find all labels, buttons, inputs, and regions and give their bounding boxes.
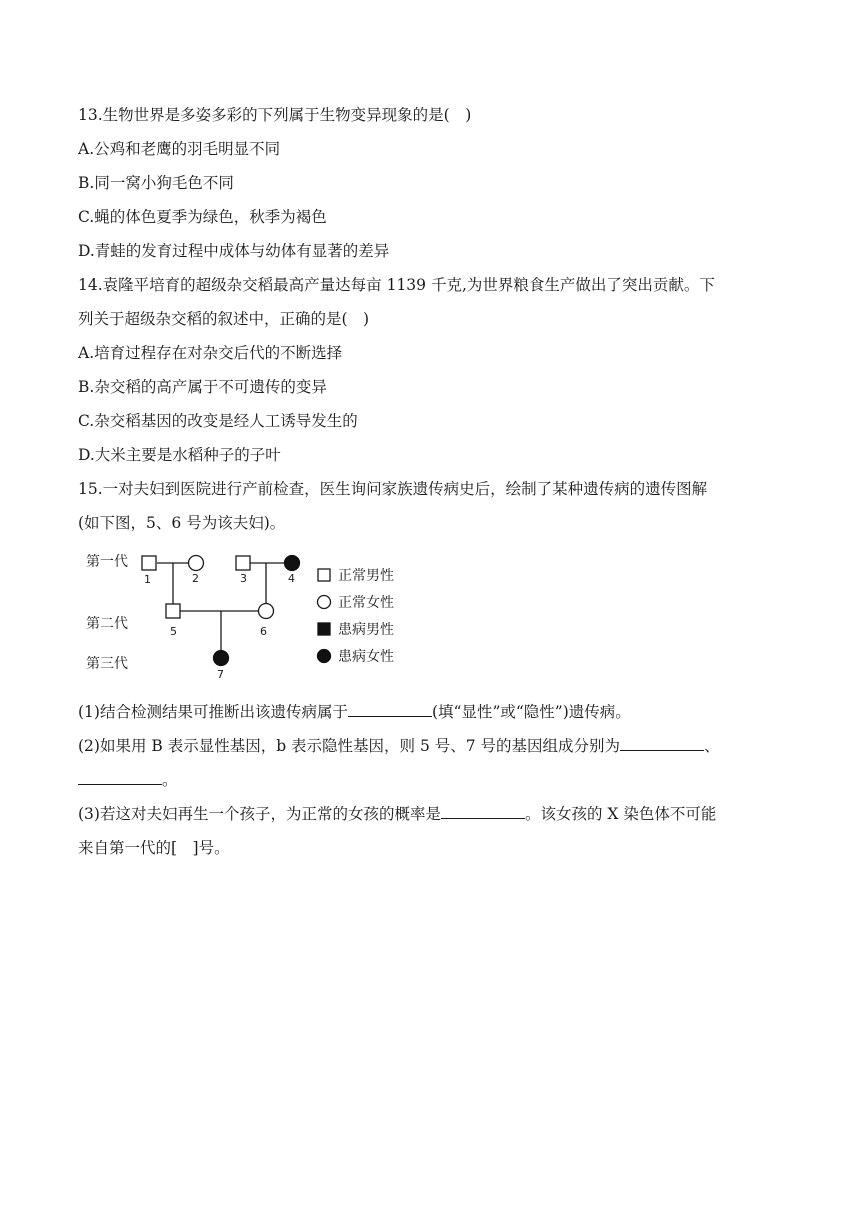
q15-sub3-text-before: (3)若这对夫妇再生一个孩子，为正常的女孩的概率是 bbox=[78, 805, 441, 823]
individual-7-label: 7 bbox=[217, 668, 224, 681]
generation-label-2: 第二代 bbox=[86, 616, 128, 632]
q14-option-a: A.培育过程存在对杂交后代的不断选择 bbox=[78, 344, 343, 362]
q15-sub2-text-before: (2)如果用 B 表示显性基因，b 表示隐性基因，则 5 号、7 号的基因组成分别为 bbox=[78, 737, 621, 755]
individual-6-label: 6 bbox=[260, 625, 267, 638]
q15-sub1 bbox=[78, 702, 631, 722]
legend-normal-male-icon bbox=[318, 569, 330, 581]
individual-6-normal-female bbox=[259, 604, 274, 619]
q15-sub1-text-after: (填“显性”或“隐性”)遗传病。 bbox=[431, 703, 631, 721]
legend-affected-female: 患病女性 bbox=[338, 649, 394, 665]
individual-7-affected-female bbox=[214, 651, 229, 666]
answer-blank-3[interactable] bbox=[78, 770, 162, 785]
q13-stem: 13.生物世界是多姿多彩的下列属于生物变异现象的是( ) bbox=[78, 106, 472, 124]
answer-blank-4[interactable] bbox=[441, 804, 525, 819]
legend-affected-male: 患病男性 bbox=[338, 622, 394, 638]
q15-sub3-line2: 来自第一代的[ ]号。 bbox=[78, 839, 230, 857]
individual-2-label: 2 bbox=[192, 572, 199, 585]
legend-affected-female-icon bbox=[318, 650, 331, 663]
q13-option-d: D.青蛙的发育过程中成体与幼体有显著的差异 bbox=[78, 242, 390, 260]
individual-4-label: 4 bbox=[288, 572, 295, 585]
individual-3-label: 3 bbox=[240, 572, 247, 585]
q15-sub2-end: 。 bbox=[162, 771, 178, 789]
q14-stem-line2: 列关于超级杂交稻的叙述中，正确的是( ) bbox=[78, 310, 370, 328]
q13-option-c: C.蝇的体色夏季为绿色，秋季为褐色 bbox=[78, 208, 327, 226]
q15-stem-line2: (如下图，5、6 号为该夫妇)。 bbox=[78, 514, 286, 532]
individual-5-normal-male bbox=[166, 604, 180, 618]
generation-label-3: 第三代 bbox=[86, 656, 128, 672]
q13-option-a: A.公鸡和老鹰的羽毛明显不同 bbox=[78, 140, 281, 158]
q14-option-d: D.大米主要是水稻种子的子叶 bbox=[78, 446, 281, 464]
individual-5-label: 5 bbox=[170, 625, 177, 638]
answer-blank-1[interactable] bbox=[348, 702, 432, 717]
generation-label-1: 第一代 bbox=[86, 554, 128, 570]
answer-blank-2[interactable] bbox=[620, 736, 704, 751]
q15-sub2-line2 bbox=[78, 770, 178, 790]
q15-sub1-text-before: (1)结合检测结果可推断出该遗传病属于 bbox=[78, 703, 348, 721]
individual-4-affected-female bbox=[285, 556, 300, 571]
legend-normal-female: 正常女性 bbox=[338, 595, 394, 611]
individual-1-normal-male bbox=[142, 556, 156, 570]
pedigree-diagram bbox=[78, 544, 418, 684]
q15-sub3 bbox=[78, 804, 716, 824]
legend-normal-female-icon bbox=[318, 596, 331, 609]
q14-option-b: B.杂交稻的高产属于不可遗传的变异 bbox=[78, 378, 327, 396]
q13-option-b: B.同一窝小狗毛色不同 bbox=[78, 174, 234, 192]
q15-sub2-separator: 、 bbox=[704, 737, 720, 755]
q15-sub2 bbox=[78, 736, 720, 756]
legend-affected-male-icon bbox=[318, 623, 330, 635]
individual-2-normal-female bbox=[189, 556, 204, 571]
q15-sub3-text-after: 。该女孩的 X 染色体不可能 bbox=[524, 805, 717, 823]
q15-stem-line1: 15.一对夫妇到医院进行产前检查，医生询问家族遗传病史后，绘制了某种遗传病的遗传图解 bbox=[78, 480, 708, 498]
legend-normal-male: 正常男性 bbox=[338, 568, 394, 584]
q14-option-c: C.杂交稻基因的改变是经人工诱导发生的 bbox=[78, 412, 358, 430]
individual-1-label: 1 bbox=[144, 573, 151, 586]
individual-3-normal-male bbox=[236, 556, 250, 570]
q14-stem-line1: 14.袁隆平培育的超级杂交稻最高产量达每亩 1139 千克,为世界粮食生产做出了突出贡献。下 bbox=[78, 276, 715, 294]
